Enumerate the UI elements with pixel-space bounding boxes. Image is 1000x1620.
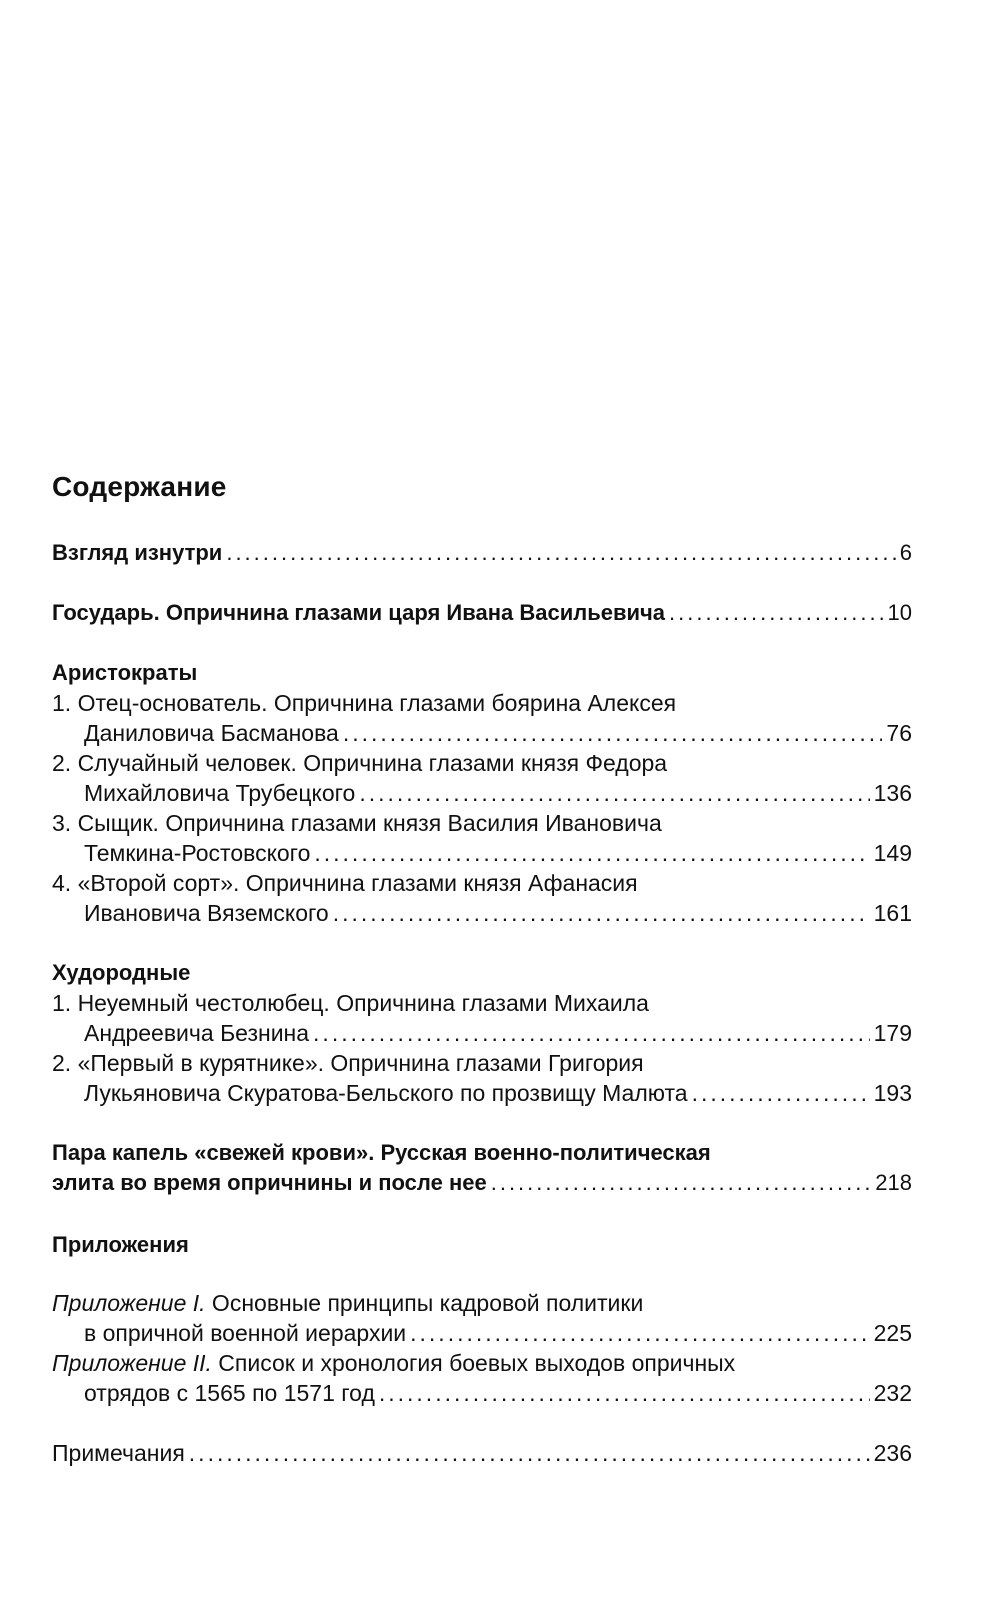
section-heading-hudorodnye: Худородные xyxy=(52,960,191,985)
leader-dots xyxy=(314,838,869,868)
toc-entry-notes[interactable] xyxy=(52,1438,912,1468)
toc-entry[interactable] xyxy=(52,688,912,748)
leader-dots xyxy=(189,1438,870,1468)
page-number: 161 xyxy=(873,900,912,926)
toc-entry-title: Примечания xyxy=(52,1440,185,1466)
leader-dots xyxy=(491,1168,872,1198)
appendix-label: Приложение I. xyxy=(52,1290,206,1316)
leader-dots xyxy=(692,1078,870,1108)
toc-entry-line2: Темкина-Ростовского xyxy=(84,840,311,866)
page-number: 218 xyxy=(875,1170,912,1195)
toc-entry-title: Государь. Опричнина глазами царя Ивана Васильевича xyxy=(52,600,666,625)
toc-entry[interactable] xyxy=(52,808,912,868)
leader-dots xyxy=(359,778,869,808)
section-heading-appendix: Приложения xyxy=(52,1232,189,1257)
leader-dots xyxy=(313,1018,870,1048)
toc-entry-line2: Ивановича Вяземского xyxy=(84,900,329,926)
page-number: 225 xyxy=(873,1320,912,1346)
toc-entry-blood[interactable] xyxy=(52,1138,912,1198)
toc-entry-appendix-1[interactable] xyxy=(52,1288,912,1348)
leader-dots xyxy=(410,1318,869,1348)
section-heading-aristocrats: Аристократы xyxy=(52,660,198,685)
leader-dots xyxy=(669,598,883,628)
toc-entry-line1: Пара капель «свежей крови». Русская военно-политическая xyxy=(52,1140,711,1165)
toc-entry-line1: 1. Отец-основатель. Опричнина глазами боярина Алексея xyxy=(52,690,677,716)
leader-dots xyxy=(333,898,870,928)
page-number: 193 xyxy=(873,1080,912,1106)
page-number: 136 xyxy=(873,780,912,806)
toc-entry-appendix-2[interactable] xyxy=(52,1348,912,1408)
toc-entry-line1: Список и хронология боевых выходов опричных xyxy=(211,1350,736,1376)
page-number: 6 xyxy=(899,540,912,565)
toc-entry-line1: 4. «Второй сорт». Опричнина глазами князя Афанасия xyxy=(52,870,638,896)
toc-entry-title: Взгляд изнутри xyxy=(52,540,223,565)
toc-entry-line2: Лукьяновича Скуратова-Бельского по прозвищу Малюта xyxy=(84,1080,688,1106)
page-number: 236 xyxy=(873,1440,912,1466)
toc-entry[interactable] xyxy=(52,868,912,928)
toc-entry-line2: Михайловича Трубецкого xyxy=(84,780,356,806)
toc-entry-line2: Даниловича Басманова xyxy=(84,720,339,746)
toc-entry[interactable] xyxy=(52,748,912,808)
page-number: 10 xyxy=(887,600,912,625)
toc-entry-line2: отрядов с 1565 по 1571 год xyxy=(84,1380,375,1406)
toc-entry-line2: Андреевича Безнина xyxy=(84,1020,310,1046)
toc-entry-line1: Основные принципы кадровой политики xyxy=(205,1290,644,1316)
toc-entry-line2: в опричной военной иерархии xyxy=(84,1320,407,1346)
page-number: 76 xyxy=(886,720,912,746)
toc-entry-gosudar[interactable] xyxy=(52,598,912,628)
page-number: 232 xyxy=(873,1380,912,1406)
toc-entry[interactable] xyxy=(52,1048,912,1108)
leader-dots xyxy=(343,718,883,748)
appendix-label: Приложение II. xyxy=(52,1350,212,1376)
toc-entry-vzglyad[interactable] xyxy=(52,538,912,568)
toc-entry-line2: элита во время опричнины и после нее xyxy=(52,1170,487,1195)
toc-entry-line1: 3. Сыщик. Опричнина глазами князя Василия Ивановича xyxy=(52,810,662,836)
page-title: Содержание xyxy=(52,471,227,502)
toc-entry-line1: 1. Неуемный честолюбец. Опричнина глазами Михаила xyxy=(52,990,649,1016)
page-number: 149 xyxy=(873,840,912,866)
leader-dots xyxy=(226,538,895,568)
leader-dots xyxy=(379,1378,870,1408)
toc-entry-line1: 2. «Первый в курятнике». Опричнина глазами Григория xyxy=(52,1050,644,1076)
page-number: 179 xyxy=(873,1020,912,1046)
table-of-contents xyxy=(52,470,912,1468)
toc-entry[interactable] xyxy=(52,988,912,1048)
toc-entry-line1: 2. Случайный человек. Опричнина глазами князя Федора xyxy=(52,750,668,776)
